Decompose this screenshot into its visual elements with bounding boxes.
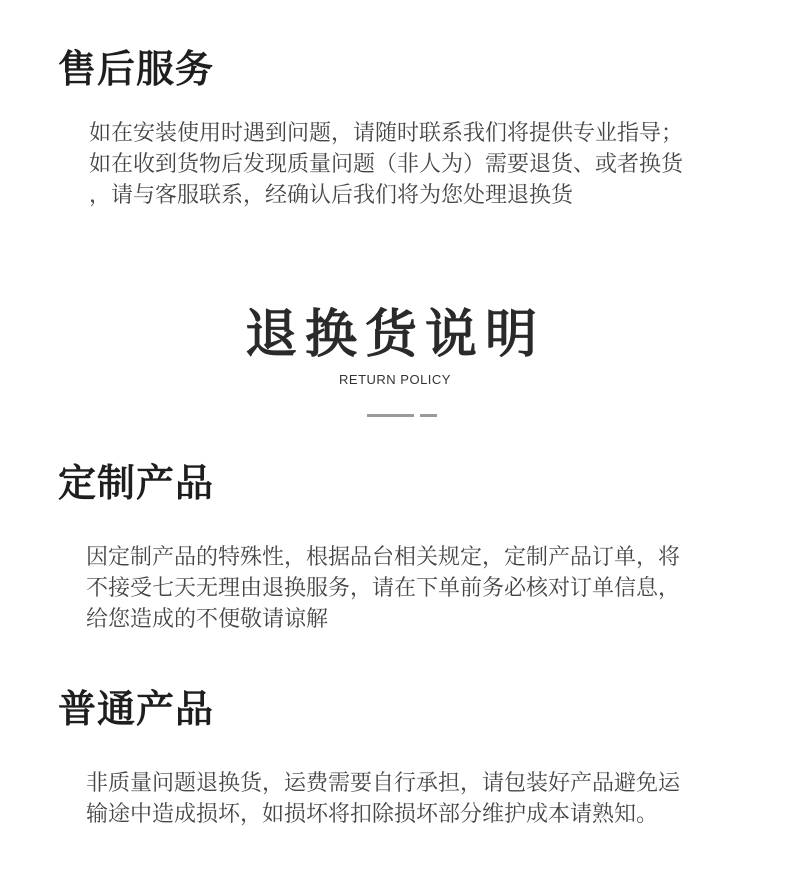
after-sales-line: 如在安装使用时遇到问题，请随时联系我们将提供专业指导； <box>89 121 684 146</box>
custom-products-line: 不接受七天无理由退换服务，请在下单前务必核对订单信息， <box>86 576 681 601</box>
custom-products-line: 给您造成的不便敬请谅解 <box>86 607 329 632</box>
title-divider-long <box>367 414 414 417</box>
after-sales-heading: 售后服务 <box>58 47 215 91</box>
regular-products-line: 输途中造成损坏，如损坏将扣除损坏部分维护成本请熟知。 <box>86 802 659 827</box>
return-policy-subtitle: RETURN POLICY <box>339 372 451 387</box>
custom-products-heading: 定制产品 <box>58 461 215 505</box>
title-divider-short <box>420 414 437 417</box>
after-sales-text <box>89 118 683 211</box>
return-policy-title: 退换货说明 <box>244 305 545 365</box>
custom-products-line: 因定制产品的特殊性，根据品台相关规定，定制产品订单，将 <box>86 545 681 570</box>
regular-products-line: 非质量问题退换货，运费需要自行承担，请包装好产品避免运 <box>86 771 681 796</box>
custom-products-text <box>86 542 680 635</box>
regular-products-text <box>86 768 680 830</box>
after-sales-line: ，请与客服联系，经确认后我们将为您处理退换货 <box>89 183 574 208</box>
after-sales-line: 如在收到货物后发现质量问题（非人为）需要退货、或者换货 <box>89 152 684 177</box>
regular-products-heading: 普通产品 <box>58 687 215 731</box>
